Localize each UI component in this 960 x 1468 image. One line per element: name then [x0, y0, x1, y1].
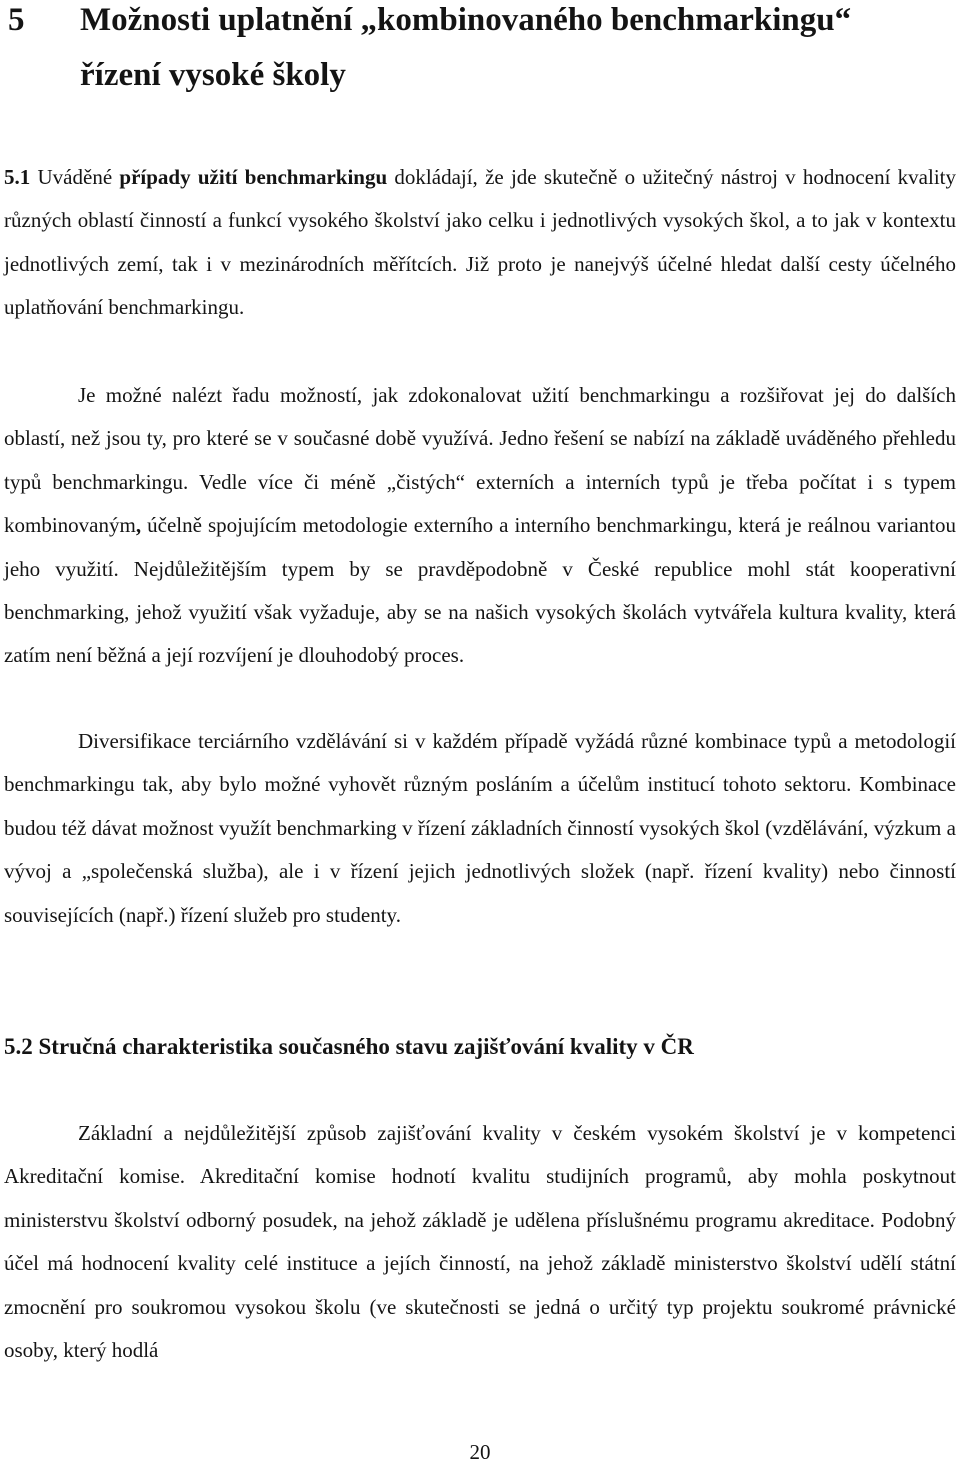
section-number: 5.2	[4, 1034, 33, 1059]
paragraph-combined-benchmarking	[4, 374, 956, 678]
paragraph-bold-comma: ,	[135, 513, 142, 538]
paragraph-diversification	[4, 720, 956, 937]
paragraph-text: dokládají, že jde skutečně o užitečný nástroj v hodnocení kvality různých oblastí činností a funkcí vysokého školství jako celku i jednotlivých vysokých škol, a to jak v kontextu jednotlivých zemí, tak i v mezinárodních měřítcích. Již proto je nanejvýš účelné hledat další cesty účelného uplatňování benchmarkingu.	[4, 165, 956, 320]
paragraph-text: Diversifikace terciárního vzdělávání si v každém případě vyžádá různé kombinace typů a metodologií benchmarkingu tak, aby bylo možné vyhovět různým posláním a účelům institucí tohoto sektoru. Kombinace budou též dávat možnost využít benchmarking v řízení základních činností vysokých škol (vzdělávání, výzkum a vývoj a „společenská služba), ale i v řízení jejich jednotlivých složek (např. řízení kvality) nebo činností souvisejících (např.) řízení služeb pro studenty.	[4, 729, 956, 927]
chapter-title-line2: řízení vysoké školy	[80, 57, 346, 93]
paragraph-bold-text: případy užití benchmarkingu	[119, 165, 388, 189]
paragraph-text: Uváděné	[30, 165, 120, 189]
section-heading-5-2	[4, 1025, 694, 1069]
chapter-heading-continued	[80, 55, 346, 95]
paragraph-number: 5.1	[4, 165, 31, 189]
chapter-title-line1: Možnosti uplatnění „kombinovaného benchmarkingu“	[80, 2, 852, 38]
chapter-number: 5	[8, 2, 25, 38]
section-title: Stručná charakteristika současného stavu zajišťování kvality v ČR	[32, 1034, 694, 1059]
chapter-heading	[8, 0, 851, 40]
paragraph-text: Je možné nalézt řadu možností, jak zdokonalovat užití benchmarkingu a rozšiřovat jej do dalších oblastí, než jsou ty, pro které se v současné době využívá. Jedno řešení se nabízí na základě uváděného přehledu typů benchmarkingu. Vedle více či méně „čistých“ externích a interních typů je třeba počítat i s typem kombinovaným	[4, 383, 956, 538]
paragraph-5-1	[4, 156, 956, 330]
page-number: 20	[469, 1440, 491, 1464]
paragraph-text: Základní a nejdůležitější způsob zajišťování kvality v českém vysokém školství je v kompetenci Akreditační komise. Akreditační komise hodnotí kvalitu studijních programů, aby mohla poskytnout ministerstvu školství odborný posudek, na jehož základě je udělena příslušnému programu akreditace. Podobný účel má hodnocení kvality celé instituce a jejích činností, na jehož základě ministerstvo školství udělí státní zmocnění pro soukromou vysokou školu (ve skutečnosti se jedná o určitý typ projektu soukromé právnické osoby, který hodlá	[4, 1121, 956, 1363]
paragraph-text: účelně spojujícím metodologie externího a interního benchmarkingu, která je reálnou variantou jeho využití. Nejdůležitějším typem by se pravděpodobně v České republice mohl stát kooperativní benchmarking, jehož využití však vyžaduje, aby se na našich vysokých školách vytvářela kultura kvality, která zatím není běžná a její rozvíjení je dlouhodobý proces.	[4, 513, 956, 668]
paragraph-accreditation	[4, 1112, 956, 1372]
